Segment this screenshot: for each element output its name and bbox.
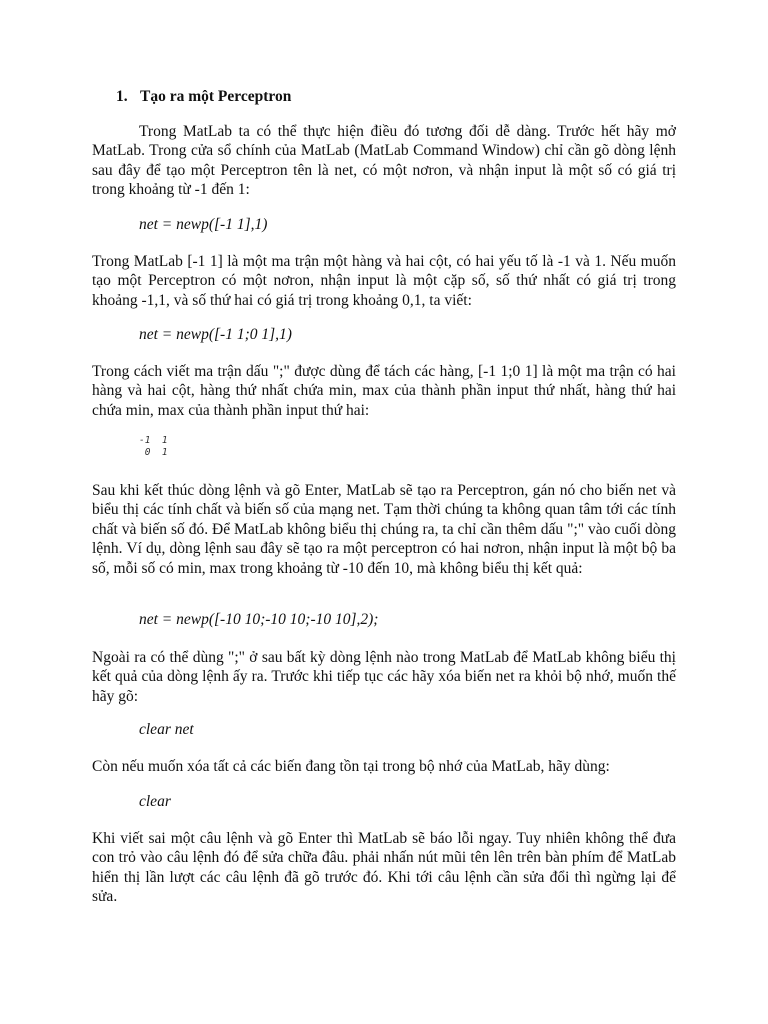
section-heading [116, 88, 291, 106]
code-clear-net: clear net [139, 721, 194, 738]
section-number: 1. [116, 88, 128, 105]
paragraph-matrix-explain: Trong MatLab [-1 1] là một ma trận một hàng và hai cột, có hai yếu tố là -1 và 1. Nếu muốn tạo một Perceptron có một nơron, nhận input là một cặp số, số thứ nhất có giá trị trong khoảng -1,1, và số thứ hai có giá trị trong khoảng 0,1, ta viết: [92, 253, 676, 309]
paragraph-semicolon-any: Ngoài ra có thể dùng ";" ở sau bất kỳ dòng lệnh nào trong MatLab để MatLab không biểu thị kết quả của dòng lệnh ấy ra. Trước khi tiếp tục các hãy xóa biến net ra khỏi bộ nhớ, muốn thế hãy gõ: [92, 649, 676, 705]
paragraph-clear-all: Còn nếu muốn xóa tất cả các biến đang tồn tại trong bộ nhớ của MatLab, hãy dùng: [92, 758, 610, 775]
matrix-display [139, 435, 168, 459]
paragraph-enter-result: Sau khi kết thúc dòng lệnh và gõ Enter, MatLab sẽ tạo ra Perceptron, gán nó cho biến net và biểu thị các tính chất và biến số của mạng net. Tạm thời chúng ta không quan tâm tới các tính chất và biến số đó. Để MatLab không biểu thị chúng ra, ta chỉ cần thêm dấu ";" vào cuối dòng lệnh. Ví dụ, dòng lệnh sau đây sẽ tạo ra một perceptron có hai nơron, nhận input là một bộ ba số, mỗi số có min, max trong khoảng từ -10 đến 10, mà không biểu thị kết quả: [92, 482, 676, 577]
matrix-row: -1 1 [139, 435, 168, 446]
code-clear: clear [139, 793, 171, 810]
section-title: Tạo ra một Perceptron [140, 88, 292, 105]
matrix-row: 0 1 [139, 447, 168, 458]
code-newp-single: net = newp([-1 1],1) [139, 216, 268, 233]
paragraph-errors: Khi viết sai một câu lệnh và gõ Enter thì MatLab sẽ báo lỗi ngay. Tuy nhiên không thể đưa con trỏ vào câu lệnh đó để sửa chữa đâu. phải nhấn nút mũi tên lên trên bàn phím để MatLab hiển thị lần lượt các câu lệnh đã gõ trước đó. Khi tới câu lệnh cần sửa đổi thì ngừng lại để sửa. [92, 830, 676, 906]
paragraph-semicolon-rows: Trong cách viết ma trận dấu ";" được dùng để tách các hàng, [-1 1;0 1] là một ma trận có hai hàng và hai cột, hàng thứ nhất chứa min, max của thành phần input thứ nhất, hàng thứ hai chứa min, max của thành phần input thứ hai: [92, 363, 676, 419]
paragraph-intro: Trong MatLab ta có thể thực hiện điều đó tương đối dễ dàng. Trước hết hãy mở MatLab. Trong cửa sổ chính của MatLab (MatLab Command Window) chỉ cần gõ dòng lệnh sau đây để tạo một Perceptron tên là net, có một nơron, và nhận input là một số có giá trị trong khoảng từ -1 đến 1: [92, 123, 676, 199]
code-newp-pair: net = newp([-1 1;0 1],1) [139, 326, 292, 343]
code-newp-triple: net = newp([-10 10;-10 10;-10 10],2); [139, 611, 379, 628]
